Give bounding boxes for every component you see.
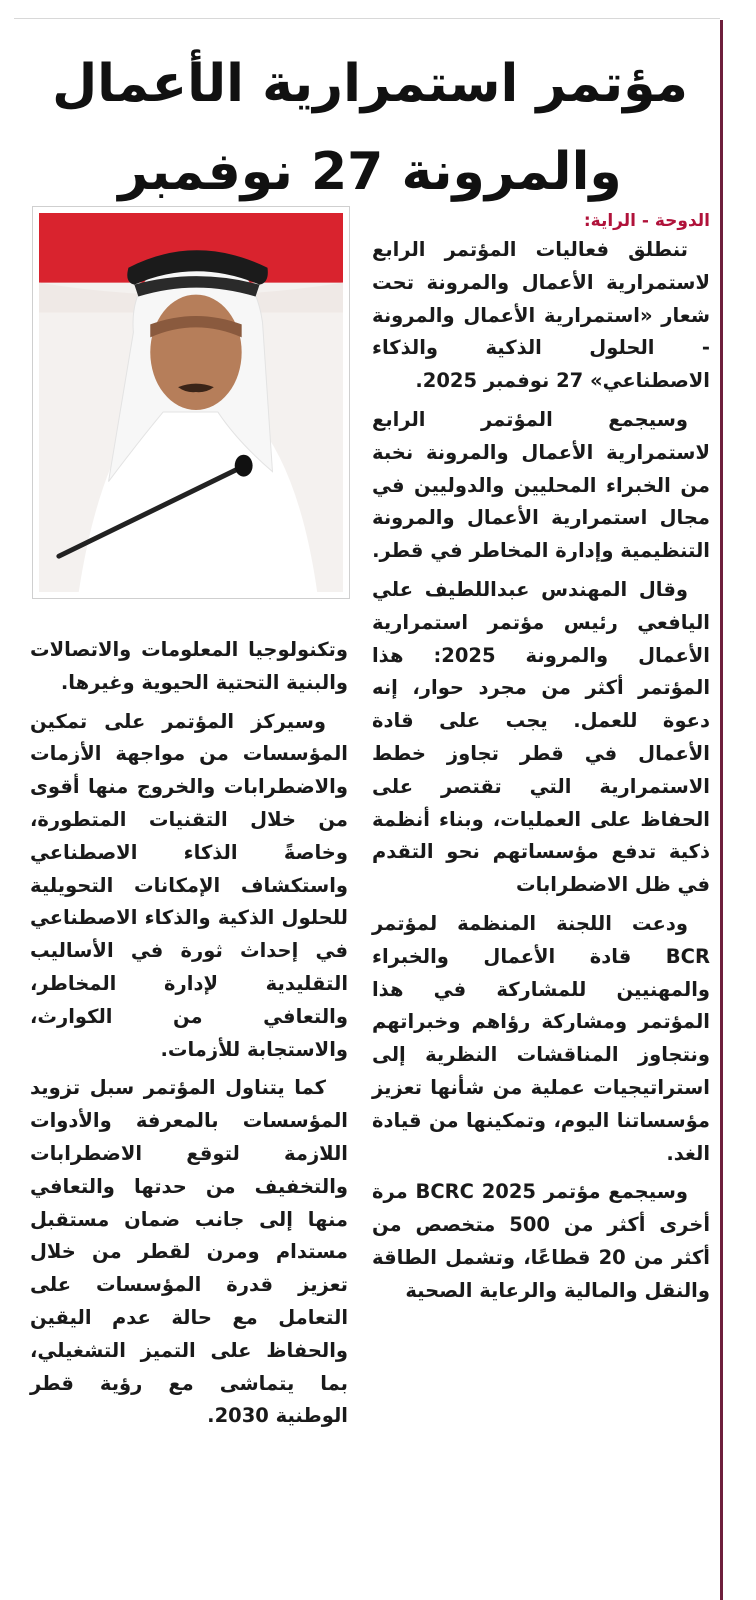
- paragraph-3: وقال المهندس عبداللطيف علي اليافعي رئيس مؤتمر استمرارية الأعمال والمرونة 2025: هذا المؤتمر أكثر من مجرد حوار، إنه دعوة للعمل. يجب على قادة الأعمال في قطر تجاوز خطط الاستمرارية التي تقتصر على الحفاظ على العمليات، وبناء أنظمة ذكية تدفع مؤسساتهم نحو التقدم في ظل الاضطرابات: [372, 577, 710, 897]
- article-photo: [32, 206, 350, 599]
- paragraph-8: كما يتناول المؤتمر سبل تزويد المؤسسات بالمعرفة والأدوات اللازمة لتوقع الاضطرابات والتخفيف من حدتها والتعافي منها إلى جانب ضمان مستقبل مستدام ومرن لقطر من خلال تعزيز قدرة المؤسسات على التعامل مع حالة عدم اليقين والحفاظ على التميز التشغيلي، بما يتماشى مع رؤية قطر الوطنية 2030.: [30, 1076, 348, 1428]
- headline: [30, 40, 710, 216]
- paragraph-5: وسيجمع مؤتمر BCRC 2025 مرة أخرى أكثر من 500 متخصص من أكثر من 20 قطاعًا، وتشمل الطاقة والنقل والمالية والرعاية الصحية: [372, 1180, 711, 1302]
- paragraph-7: وسيركز المؤتمر على تمكين المؤسسات من مواجهة الأزمات والاضطرابات والخروج منها أقوى من خلال التقنيات المتطورة، وخاصةً الذكاء الاصطناعي واستكشاف الإمكانات التحويلية للحلول الذكية والذكاء الاصطناعي في إحداث ثورة في الأساليب التقليدية لإدارة المخاطر، والتعافي من الكوارث، والاستجابة للأزمات.: [30, 709, 348, 1061]
- headline-line-1: مؤتمر استمرارية الأعمال: [52, 54, 688, 114]
- paragraph-2: وسيجمع المؤتمر الرابع لاستمرارية الأعمال والمرونة نخبة من الخبراء المحليين والدوليين في مجال استمرارية الأعمال والمرونة التنظيمية وإدارة المخاطر في قطر.: [372, 407, 710, 563]
- article-column-right: [372, 208, 710, 1314]
- dateline: الدوحة - الراية:: [583, 211, 710, 231]
- article-column-left: [30, 634, 348, 1439]
- portrait-illustration: [39, 213, 343, 592]
- page-edge-rule: [720, 20, 723, 1600]
- paragraph-4: ودعت اللجنة المنظمة لمؤتمر BCR قادة الأعمال والخبراء والمهنيين للمشاركة في هذا المؤتمر ومشاركة رؤاهم وخبراتهم ونتجاوز المناقشات النظرية إلى استراتيجيات عملية من شأنها تعزيز مؤسساتنا اليوم، وتمكينها من قيادة الغد.: [372, 911, 710, 1165]
- top-rule: [14, 18, 720, 19]
- paragraph-6: وتكنولوجيا المعلومات والاتصالات والبنية التحتية الحيوية وغيرها.: [30, 638, 348, 694]
- headline-line-2: والمرونة 27 نوفمبر: [118, 142, 622, 202]
- paragraph-1: تنطلق فعاليات المؤتمر الرابع لاستمرارية الأعمال والمرونة تحت شعار «استمرارية الأعمال والمرونة - الحلول الذكية والذكاء الاصطناعي» 27 نوفمبر 2025.: [372, 238, 710, 393]
